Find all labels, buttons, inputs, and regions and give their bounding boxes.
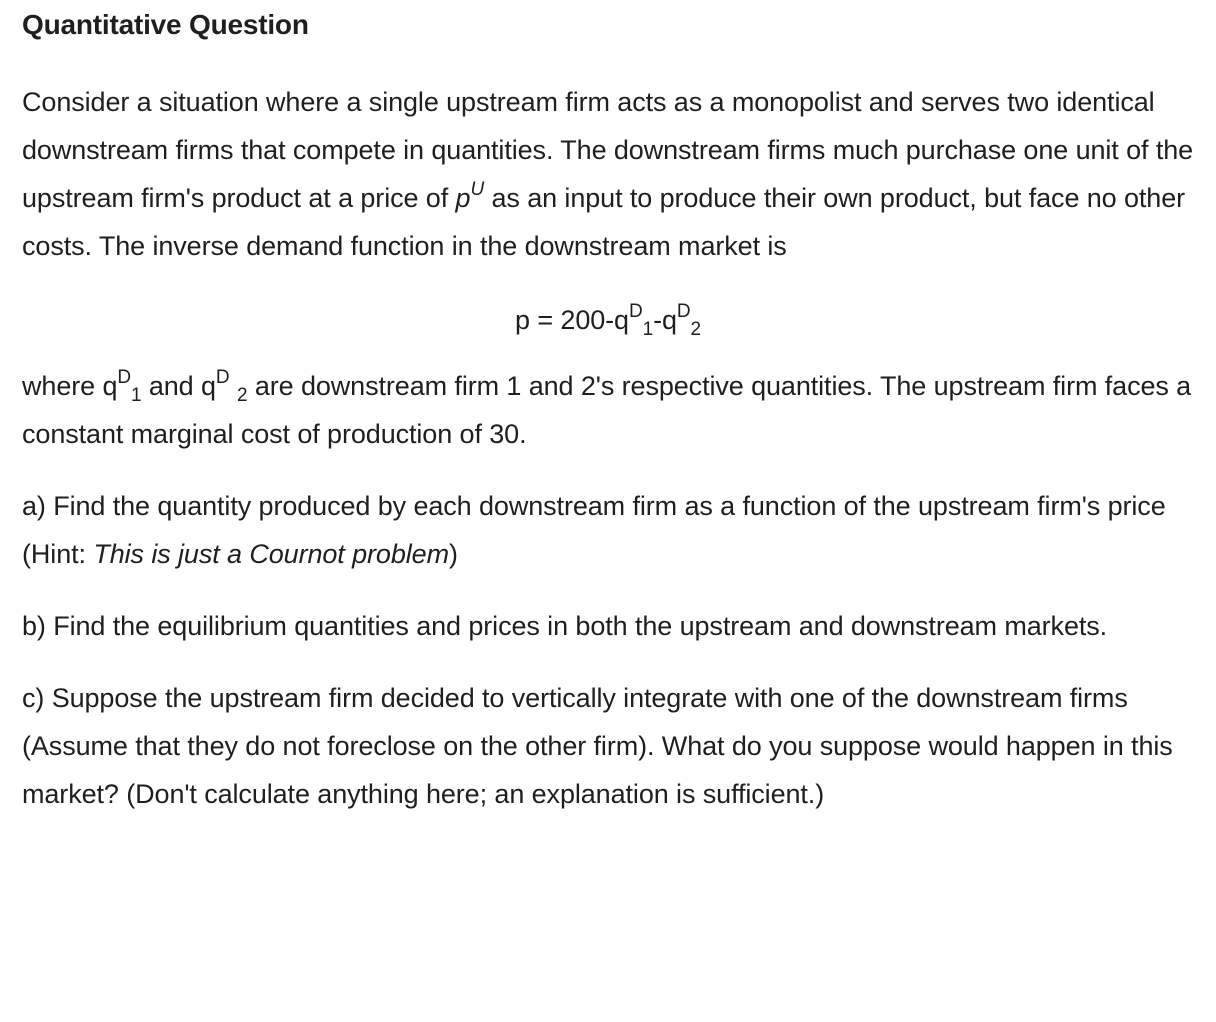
- part-a-text: a) Find the quantity produced by each downstream firm as a function of the upstream firm's price (Hint:: [22, 491, 1166, 569]
- where-text-1: where q: [22, 371, 118, 401]
- where-text-2: and q: [141, 371, 216, 401]
- where-sub-2: 2: [236, 385, 248, 406]
- part-c: c) Suppose the upstream firm decided to vertically integrate with one of the downstream firms (Assume that they do not foreclose on the other firm). What do you suppose would happen in this market? (Don't calculate anything here; an explanation is sufficient.): [22, 683, 1173, 809]
- where-text-3: are downstream firm 1 and 2's respective quantities. The upstream firm faces a constant marginal cost of production of 30.: [22, 371, 1192, 449]
- formula-lhs: p = 200-q: [515, 305, 629, 335]
- where-sub-1: 1: [130, 385, 142, 406]
- formula-sup-1: D: [628, 301, 643, 322]
- intro-text-1: Consider a situation where a single upstream firm acts as a monopolist and serves two identical downstream firms that compete in quantities. The downstream firms much purchase one unit of the upstream firm's product at a price of: [22, 87, 1194, 213]
- part-b: b) Find the equilibrium quantities and prices in both the upstream and downstream markets.: [22, 611, 1108, 641]
- where-sup-2: D: [215, 367, 230, 388]
- part-a-close: ): [448, 539, 458, 569]
- formula-mid: -q: [653, 305, 677, 335]
- formula-sub-2: 2: [690, 319, 701, 340]
- where-sup-1: D: [117, 367, 131, 388]
- intro-paragraph: [22, 78, 1194, 270]
- demand-formula: [22, 296, 1194, 344]
- part-a: [22, 482, 1194, 578]
- part-a-hint: This is just a Cournot problem: [93, 539, 449, 569]
- formula-sup-2: D: [676, 301, 691, 322]
- formula-sub-1: 1: [642, 319, 654, 340]
- price-variable: p: [455, 183, 471, 213]
- where-paragraph: [22, 362, 1194, 458]
- page-title: Quantitative Question: [22, 9, 309, 40]
- intro-text-2: as an input to produce their own product, but face no other costs. The inverse demand function in the downstream market is: [22, 183, 1186, 261]
- price-superscript: U: [470, 179, 485, 200]
